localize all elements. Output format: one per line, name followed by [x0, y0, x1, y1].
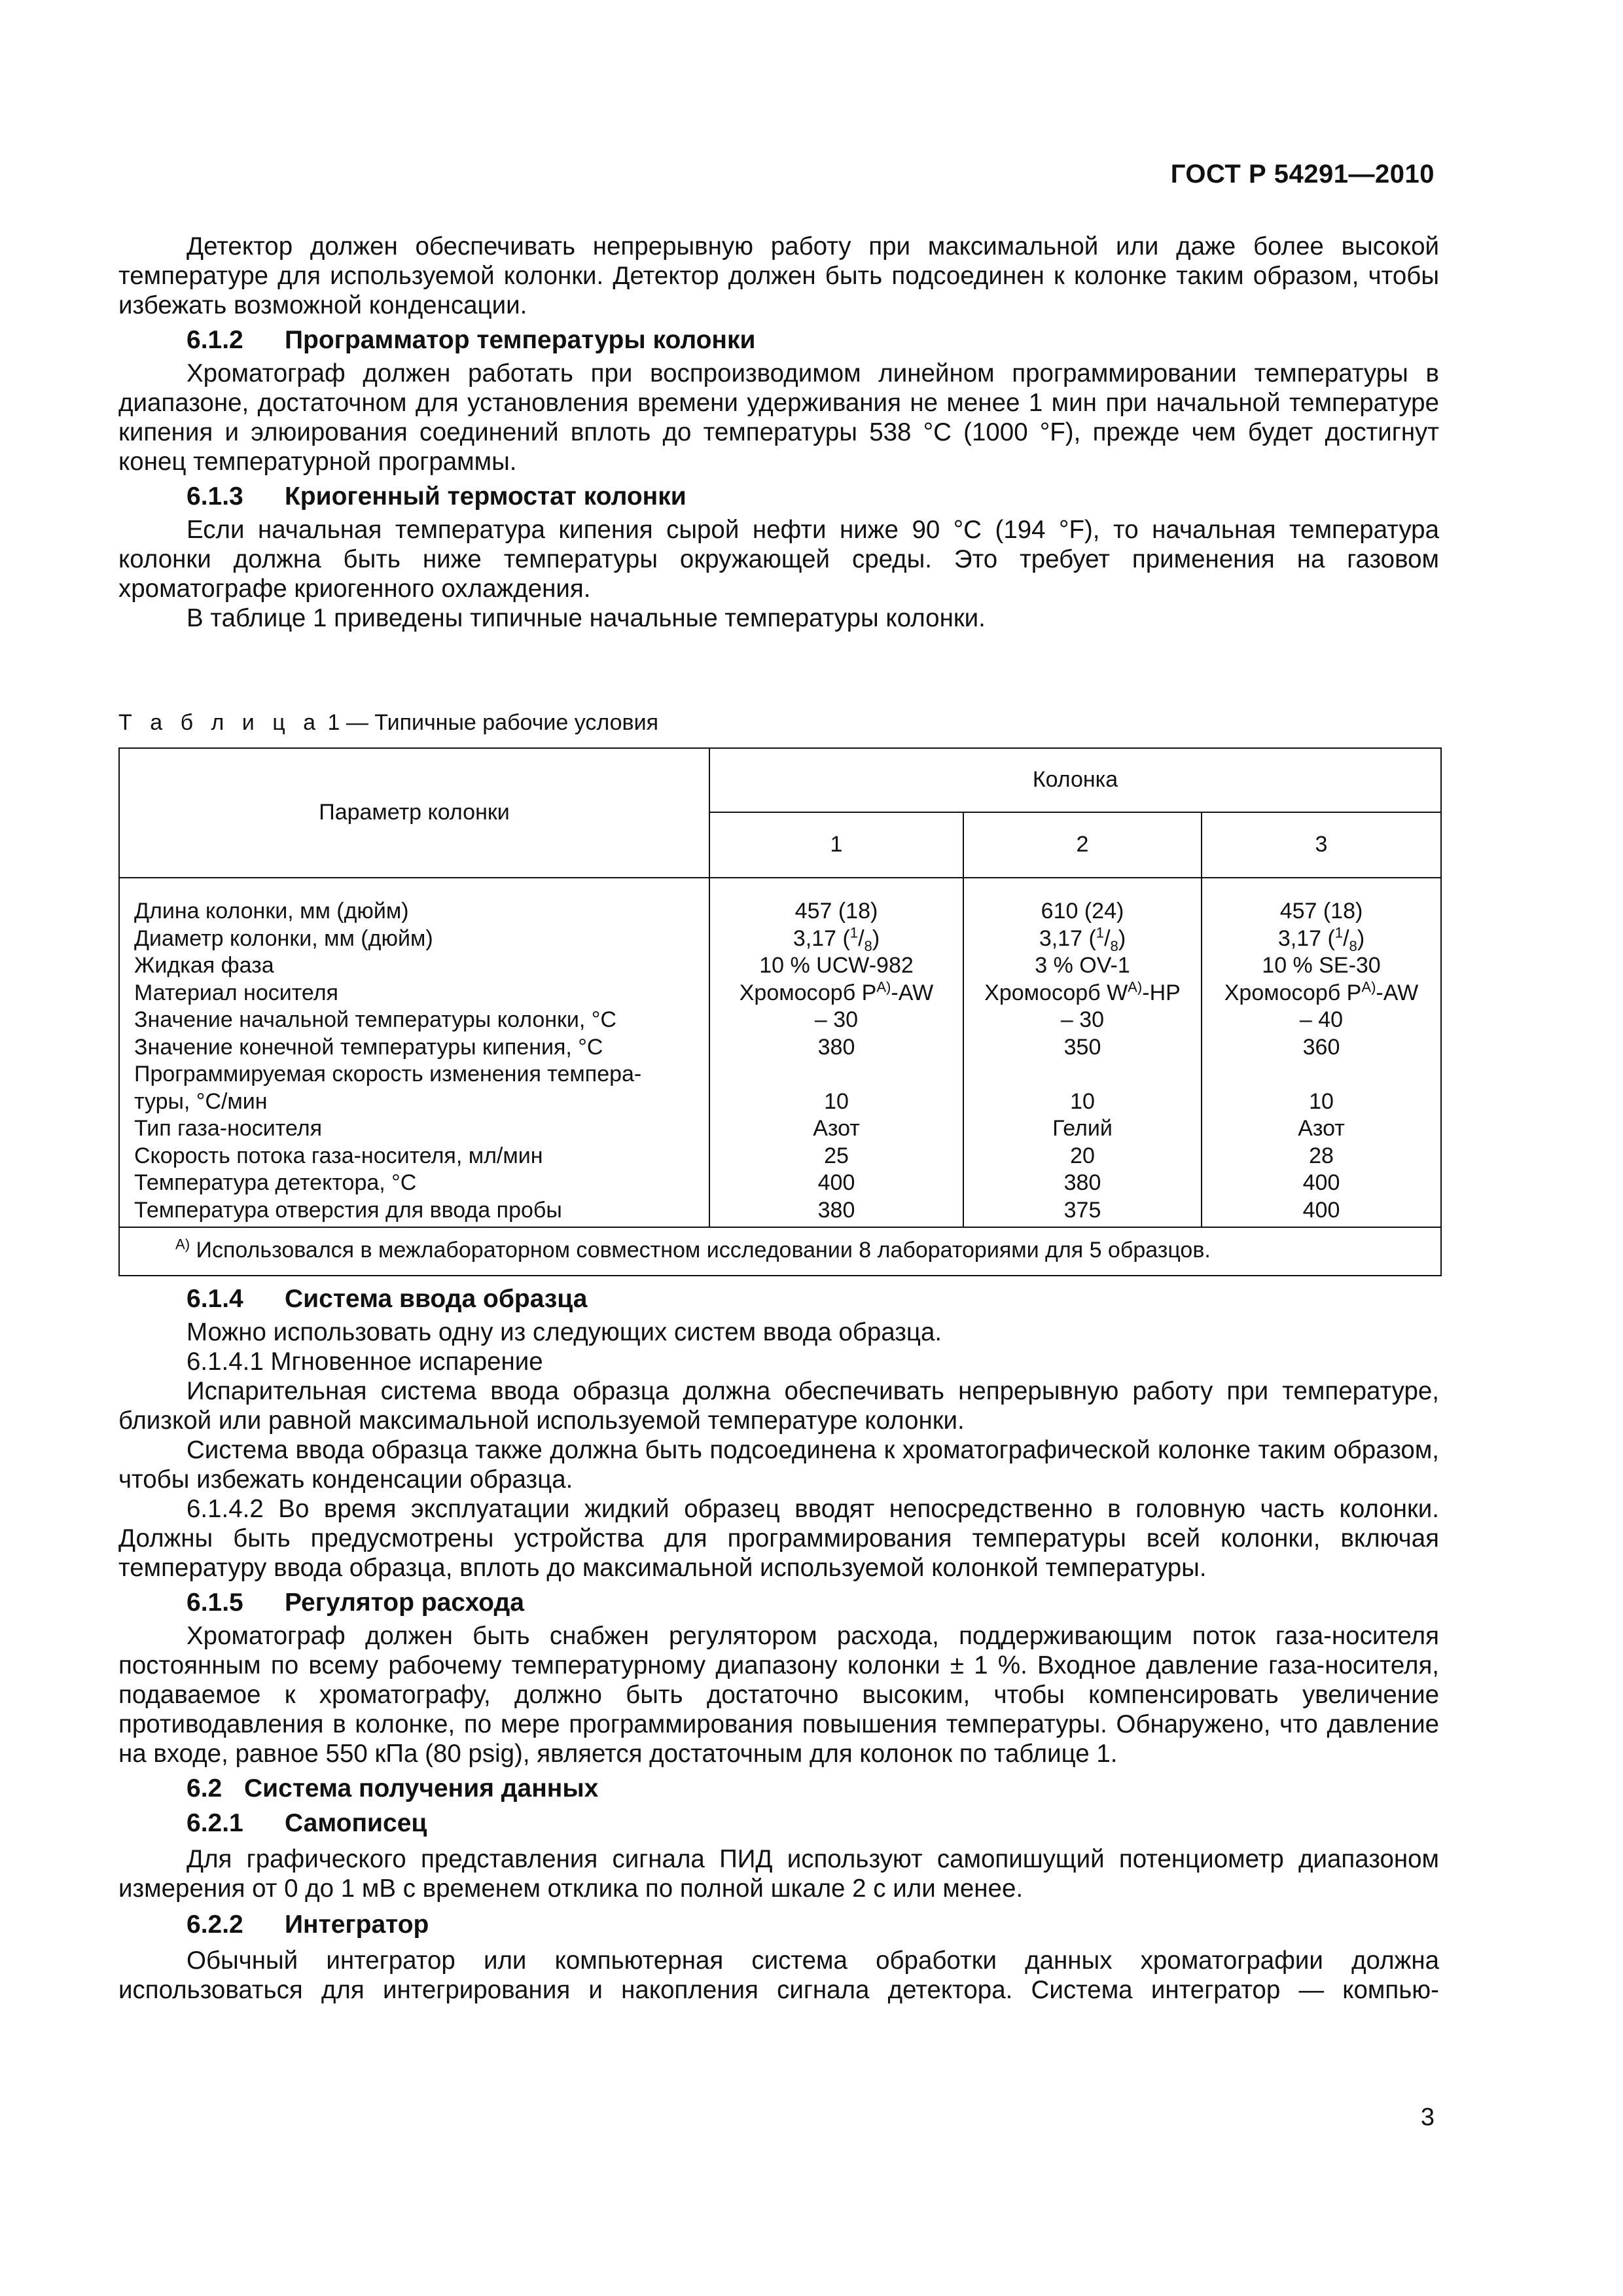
- section-heading-6-1-4: [118, 1284, 1439, 1314]
- cell-value: 380: [817, 1034, 855, 1060]
- cell-value: 3,17 $(^1/_8)$: [793, 924, 880, 954]
- cell-value: 380: [1063, 1170, 1101, 1195]
- cell-value: 3,17 $(^1/_8)$: [1277, 924, 1365, 954]
- cell-value: 360: [1302, 1034, 1340, 1060]
- cell-value: – 30: [1060, 1007, 1105, 1032]
- paragraph: В таблице 1 приведены типичные начальные температуры колонки.: [187, 604, 986, 632]
- cell-value: 375: [1063, 1197, 1101, 1223]
- cell-value: – 30: [814, 1007, 859, 1032]
- section-heading-6-2-2: [118, 1910, 1439, 1939]
- row-label: Программируемая скорость изменения темпера-: [134, 1062, 642, 1086]
- paragraph: Хроматограф должен работать при воспроизводимом линейном программировании температуры в диапазоне, достаточном для установления времени удерживания не менее 1 мин при начальной температуре кипения и элюирования соединений вплоть до температуры 538 °С (1000 °F), прежде чем будет достигнут конец температурной программы.: [118, 359, 1439, 476]
- cell-value: 400: [1302, 1197, 1340, 1223]
- section-title: Криогенный термостат колонки: [285, 482, 687, 511]
- row-label: Скорость потока газа-носителя, мл/мин: [134, 1143, 543, 1168]
- section-heading-6-2-1: [118, 1808, 1439, 1838]
- cell-value: 400: [817, 1170, 855, 1195]
- column-group-header: Колонка: [709, 748, 1441, 812]
- section-number: 6.1.3: [187, 482, 243, 511]
- cell-value: 28: [1309, 1143, 1334, 1168]
- cell-value: Азот: [813, 1116, 860, 1141]
- section-title: Система ввода образца: [285, 1285, 588, 1313]
- row-label: туры, °С/мин: [134, 1088, 268, 1114]
- section-number: 6.2: [187, 1774, 223, 1803]
- cell-value: 457 (18): [794, 899, 878, 924]
- column-number-2: 2: [963, 812, 1202, 878]
- paragraph: Если начальная температура кипения сырой нефти ниже 90 °С (194 °F), то начальная температура колонки должна быть ниже температуры окружающей среды. Это требует применения на газовом хроматографе криогенного охлаждения.: [118, 516, 1439, 603]
- cell-value: 10: [824, 1088, 849, 1114]
- paragraph: 6.1.4.2 Во время эксплуатации жидкий образец вводят непосредственно в головную часть колонки. Должны быть предусмотрены устройства для программирования температуры всей колонки, включая температуру ввода образца, вплоть до максимальной используемой колонкой температуры.: [118, 1495, 1439, 1582]
- row-label: Температура детектора, °С: [134, 1170, 417, 1195]
- paragraph: Обычный интегратор или компьютерная система обработки данных хроматографии должна использоваться для интегрирования и накопления сигнала детектора. Система интегратор — компью-: [118, 1946, 1439, 2004]
- paragraph: Система ввода образца также должна быть подсоединена к хроматографической колонке таким образом, чтобы избежать конденсации образца.: [118, 1436, 1439, 1494]
- table-footnote: [119, 1227, 1441, 1276]
- row-label: Значение начальной температуры колонки, °С: [134, 1007, 616, 1032]
- cell-value: 3 % OV-1: [1035, 953, 1130, 978]
- table-caption: [118, 709, 658, 736]
- parameter-labels: [119, 878, 709, 1227]
- table-footnote-row: [119, 1227, 1441, 1276]
- cell-value: 350: [1063, 1034, 1101, 1060]
- page-number: 3: [1420, 2104, 1435, 2131]
- operating-conditions-table: [118, 747, 1442, 1276]
- paragraph: Испарительная система ввода образца должна обеспечивать непрерывную работу при температуре, близкой или равной максимальной используемой температуре колонки.: [118, 1377, 1439, 1435]
- cell-value: 3,17 $(^1/_8)$: [1039, 924, 1126, 954]
- paragraph: Можно использовать одну из следующих систем ввода образца.: [187, 1318, 942, 1346]
- cell-value: 400: [1302, 1170, 1340, 1195]
- row-label: Жидкая фаза: [134, 953, 274, 978]
- table-caption-label: Т а б л и ц а: [118, 710, 322, 735]
- cell-value: 10 % SE-30: [1262, 953, 1381, 978]
- table-body-row: [119, 878, 1441, 1227]
- column-number-1: 1: [709, 812, 963, 878]
- cell-value: Азот: [1298, 1116, 1345, 1141]
- footnote-text: Использовался в межлабораторном совместном исследовании 8 лабораториями для 5 образцов.: [196, 1238, 1211, 1263]
- cell-value: 610 (24): [1041, 899, 1124, 924]
- footnote-mark: A): [175, 1236, 190, 1253]
- cell-value: [964, 1061, 1201, 1088]
- column-3-values: [1202, 878, 1441, 1227]
- section-heading-6-2: [118, 1774, 1439, 1803]
- param-column-header: Параметр колонки: [119, 748, 709, 878]
- row-label: Температура отверстия для ввода пробы: [134, 1197, 562, 1223]
- section-title: Самописец: [285, 1809, 427, 1837]
- cell-value: 10: [1309, 1088, 1334, 1114]
- section-title: Система получения данных: [244, 1774, 599, 1803]
- cell-value: 457 (18): [1279, 899, 1363, 924]
- column-1-values: [709, 878, 963, 1227]
- row-label: Длина колонки, мм (дюйм): [134, 899, 409, 924]
- section-number: 6.2.1: [187, 1809, 243, 1837]
- row-label: Тип газа-носителя: [134, 1116, 323, 1141]
- cell-value: [710, 1061, 963, 1088]
- row-label: Значение конечной температуры кипения, °С: [134, 1034, 603, 1060]
- cell-value: 25: [824, 1143, 849, 1168]
- paragraph: 6.1.4.1 Мгновенное испарение: [187, 1348, 543, 1376]
- column-2-values: [963, 878, 1202, 1227]
- cell-value: Хромосорб $P^{A)}-AW$: [1224, 978, 1419, 1005]
- section-heading-6-1-2: [118, 325, 1439, 355]
- cell-value: 10: [1070, 1088, 1095, 1114]
- section-title: Регулятор расхода: [285, 1588, 524, 1617]
- document-standard-id: ГОСТ Р 54291—2010: [1170, 160, 1435, 188]
- paragraph: Хроматограф должен быть снабжен регулятором расхода, поддерживающим поток газа-носителя постоянным по всему рабочему температурному диапазону колонки ± 1 %. Входное давление газа-носителя, подаваемое к хроматографу, должно быть достаточно высоким, чтобы компенсировать увеличение противодавления в колонке, по мере программирования повышения температуры. Обнаружено, что давление на входе, равное 550 кПа (80 psig), является достаточным для колонок по таблице 1.: [118, 1622, 1439, 1768]
- paragraph: Детектор должен обеспечивать непрерывную работу при максимальной или даже более высокой температуре для используемой колонки. Детектор должен быть подсоединен к колонке таким образом, чтобы избежать возможной конденсации.: [118, 232, 1439, 319]
- paragraph: Для графического представления сигнала ПИД используют самопишущий потенциометр диапазоном измерения от 0 до 1 мВ с временем отклика по полной шкале 2 с или менее.: [118, 1845, 1439, 1903]
- section-number: 6.1.2: [187, 326, 243, 354]
- cell-value: [1202, 1061, 1440, 1088]
- section-title: Программатор температуры колонки: [285, 326, 756, 354]
- cell-value: 20: [1070, 1143, 1095, 1168]
- text-block-bottom: [118, 1284, 1439, 2005]
- section-heading-6-1-3: [118, 482, 1439, 511]
- section-heading-6-1-5: [118, 1588, 1439, 1617]
- column-number-3: 3: [1202, 812, 1441, 878]
- cell-value: 380: [817, 1197, 855, 1223]
- cell-value: Хромосорб $P^{A)}-AW$: [739, 978, 934, 1005]
- table-caption-text: 1 — Типичные рабочие условия: [327, 710, 658, 735]
- cell-value: Хромосорб $W^{A)}-HP$: [984, 978, 1181, 1005]
- row-label: Материал носителя: [134, 980, 338, 1005]
- section-number: 6.1.4: [187, 1285, 243, 1313]
- section-title: Интегратор: [285, 1910, 429, 1939]
- cell-value: Гелий: [1052, 1116, 1113, 1141]
- cell-value: 10 % UCW-982: [759, 953, 914, 978]
- cell-value: – 40: [1299, 1007, 1344, 1032]
- row-label: Диаметр колонки, мм (дюйм): [134, 925, 433, 951]
- section-number: 6.1.5: [187, 1588, 243, 1617]
- section-number: 6.2.2: [187, 1910, 243, 1939]
- text-block-top: [118, 232, 1439, 633]
